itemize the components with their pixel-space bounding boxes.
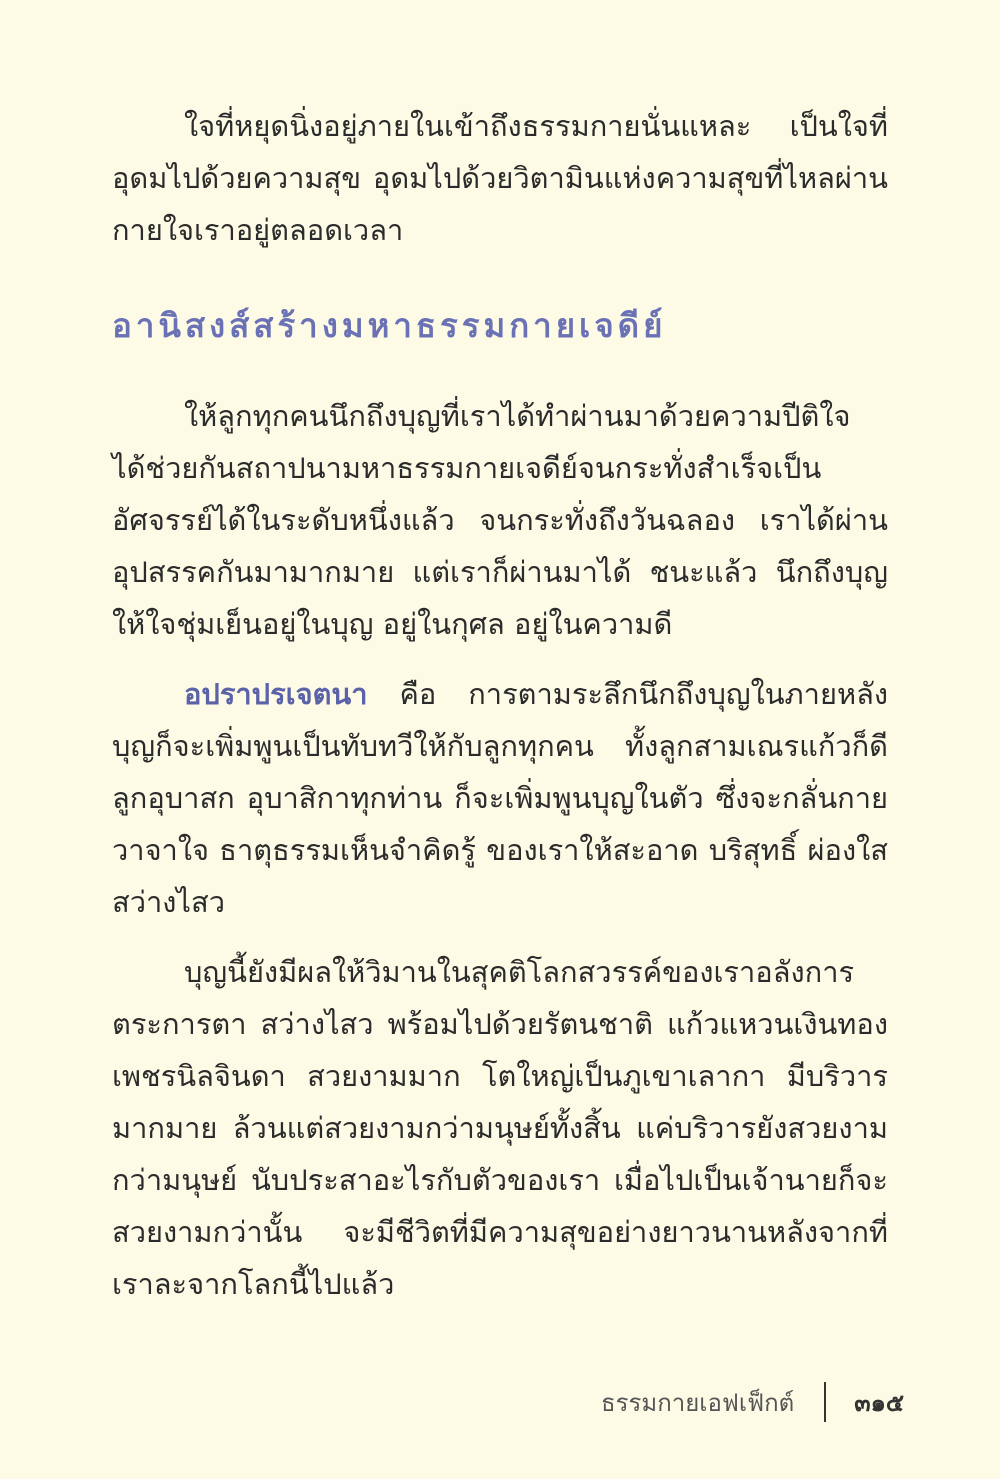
paragraph-3 — [112, 668, 888, 928]
book-title: ธรรมกายเอฟเฟ็กต์ — [600, 1388, 795, 1417]
page-body — [112, 100, 888, 1310]
paragraph-3-text: คือ การตามระลึกนึกถึงบุญในภายหลัง บุญก็จะเพิ่มพูนเป็นทับทวีให้กับลูกทุกคน ทั้งลูกสามเณรแก้วก็ดี ลูกอุบาสก อุบาสิกาทุกท่าน ก็จะเพิ่มพูนบุญในตัว ซึ่งจะกลั่นกายวาจาใจ ธาตุธรรมเห็นจำคิดรู้ ของเราให้สะอาด บริสุทธิ์ ผ่องใส สว่างไสว — [112, 677, 888, 919]
paragraph-2: ให้ลูกทุกคนนึกถึงบุญที่เราได้ทำผ่านมาด้วยความปีติใจ ได้ช่วยกันสถาปนามหาธรรมกายเจดีย์จนกระทั่งสำเร็จเป็นอัศจรรย์ได้ในระดับหนึ่งแล้ว จนกระทั่งถึงวันฉลอง เราได้ผ่านอุปสรรคกันมามากมาย แต่เราก็ผ่านมาได้ ชนะแล้ว นึกถึงบุญให้ใจชุ่มเย็นอยู่ในบุญ อยู่ในกุศล อยู่ในความดี — [112, 399, 888, 641]
page-footer — [601, 1380, 904, 1424]
paragraph-1: ใจที่หยุดนิ่งอยู่ภายในเข้าถึงธรรมกายนั่นแหละ เป็นใจที่อุดมไปด้วยความสุข อุดมไปด้วยวิตามินแห่งความสุขที่ไหลผ่านกายใจเราอยู่ตลอดเวลา — [112, 109, 888, 247]
paragraph-4: บุญนี้ยังมีผลให้วิมานในสุคติโลกสวรรค์ของเราอลังการตระการตา สว่างไสว พร้อมไปด้วยรัตนชาติ แก้วแหวนเงินทองเพชรนิลจินดา สวยงามมาก โตใหญ่เป็นภูเขาเลากา มีบริวารมากมาย ล้วนแต่สวยงามกว่ามนุษย์ทั้งสิ้น แค่บริวารยังสวยงามกว่ามนุษย์ นับประสาอะไรกับตัวของเรา เมื่อไปเป็นเจ้านายก็จะสวยงามกว่านั้น จะมีชีวิตที่มีความสุขอย่างยาวนานหลังจากที่เราละจากโลกนี้ไปแล้ว — [112, 955, 888, 1301]
section-heading: อานิสงส์สร้างมหาธรรมกายเจดีย์ — [112, 306, 667, 345]
page-number: ๓๑๕ — [854, 1388, 904, 1417]
term-apraparacetana: อปราปรเจตนา — [184, 677, 368, 711]
